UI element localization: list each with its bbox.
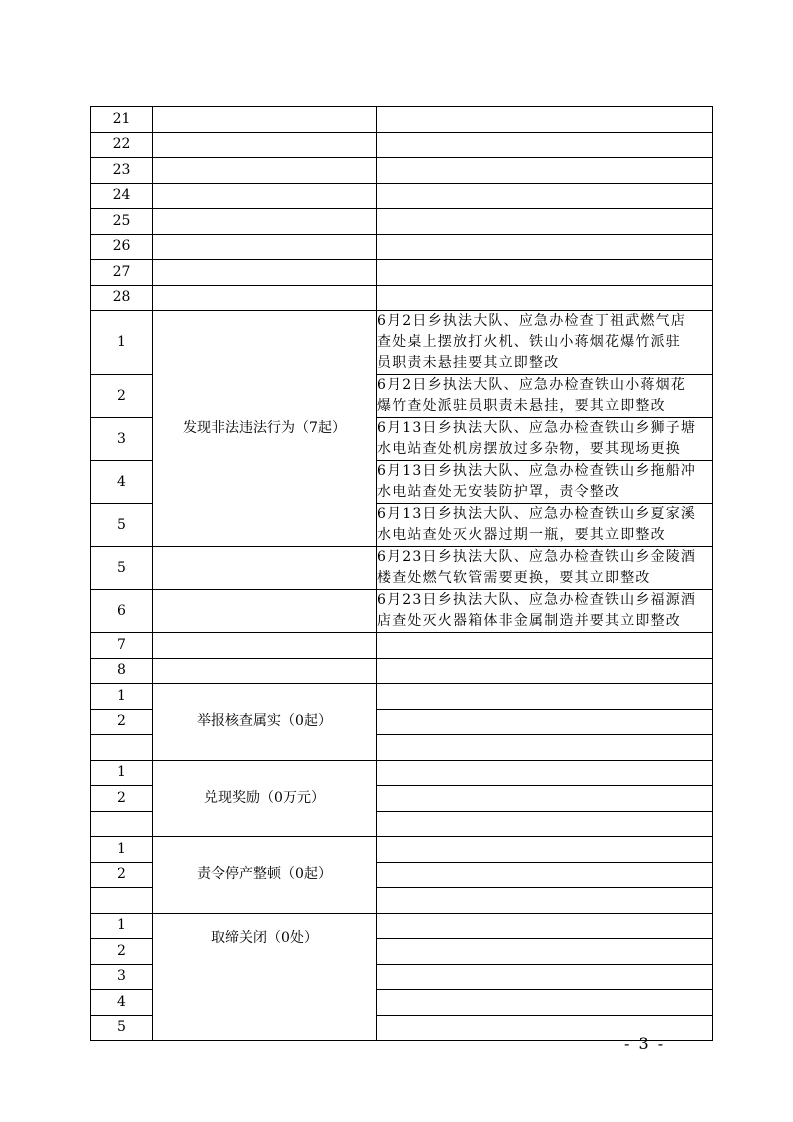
table-row [91, 260, 713, 286]
row-description [377, 311, 713, 375]
row-description [377, 939, 713, 965]
table-row [91, 158, 713, 184]
row-number: 22 [91, 132, 153, 158]
table-row [91, 209, 713, 235]
row-number: 8 [91, 658, 153, 684]
table-row [91, 590, 713, 633]
row-number [91, 735, 153, 761]
description-line: 水电站查处机房摆放过多杂物，要其现场更换 [377, 441, 681, 457]
category-cell [153, 633, 377, 659]
row-number: 2 [91, 786, 153, 812]
row-description [377, 709, 713, 735]
table-row [91, 132, 713, 158]
description-line: 6月13日乡执法大队、应急办检查铁山乡狮子塘 [377, 420, 697, 436]
category-cell: 责令停产整顿（0起） [153, 837, 377, 914]
row-description [377, 964, 713, 990]
row-number: 2 [91, 709, 153, 735]
description-line: 6月2日乡执法大队、应急办检查铁山小蒋烟花 [377, 377, 687, 393]
row-number: 1 [91, 913, 153, 939]
category-cell [153, 285, 377, 311]
row-number: 26 [91, 234, 153, 260]
table-row [91, 684, 713, 710]
description-line: 6月2日乡执法大队、应急办检查丁祖武燃气店 [377, 313, 687, 329]
table-row [91, 760, 713, 786]
row-description [377, 735, 713, 761]
category-cell [153, 183, 377, 209]
row-description [377, 837, 713, 863]
page-number: - 3 - [624, 1034, 666, 1053]
table-row [91, 285, 713, 311]
row-description [377, 811, 713, 837]
row-number: 28 [91, 285, 153, 311]
row-description [377, 590, 713, 633]
category-cell: 兑现奖励（0万元） [153, 760, 377, 837]
row-number: 4 [91, 461, 153, 504]
description-line: 员职责未悬挂要其立即整改 [377, 355, 560, 371]
row-number: 6 [91, 590, 153, 633]
row-number [91, 888, 153, 914]
description-line: 6月13日乡执法大队、应急办检查铁山乡夏家溪 [377, 506, 697, 522]
table-row [91, 107, 713, 133]
category-cell [153, 590, 377, 633]
table-row [91, 658, 713, 684]
description-line: 6月13日乡执法大队、应急办检查铁山乡拖船冲 [377, 463, 697, 479]
row-description [377, 786, 713, 812]
row-description [377, 209, 713, 235]
row-number: 3 [91, 964, 153, 990]
table-row [91, 913, 713, 939]
row-description [377, 260, 713, 286]
table-row [91, 234, 713, 260]
table-row [91, 311, 713, 375]
row-description [377, 107, 713, 133]
row-number: 21 [91, 107, 153, 133]
row-description [377, 633, 713, 659]
category-cell [153, 658, 377, 684]
row-number: 5 [91, 547, 153, 590]
row-description [377, 913, 713, 939]
category-cell [153, 107, 377, 133]
row-number [91, 811, 153, 837]
description-line: 6月23日乡执法大队、应急办检查铁山乡福源酒 [377, 592, 697, 608]
row-description [377, 888, 713, 914]
row-number: 2 [91, 375, 153, 418]
category-cell [153, 132, 377, 158]
row-number: 27 [91, 260, 153, 286]
description-line: 爆竹查处派驻员职责未悬挂，要其立即整改 [377, 398, 666, 414]
table-row [91, 837, 713, 863]
row-description [377, 158, 713, 184]
row-number: 3 [91, 418, 153, 461]
row-description [377, 461, 713, 504]
row-description [377, 684, 713, 710]
category-cell: 取缔关闭（0处） [153, 913, 377, 1041]
description-line: 店查处灭火器箱体非金属制造并要其立即整改 [377, 613, 681, 629]
row-description [377, 132, 713, 158]
row-description [377, 760, 713, 786]
row-number: 2 [91, 939, 153, 965]
row-number: 1 [91, 684, 153, 710]
row-description [377, 862, 713, 888]
row-description [377, 183, 713, 209]
inspection-table [90, 106, 713, 1041]
row-description [377, 418, 713, 461]
table-row [91, 183, 713, 209]
row-number: 7 [91, 633, 153, 659]
category-cell [153, 234, 377, 260]
row-description [377, 285, 713, 311]
table-row [91, 633, 713, 659]
row-number: 4 [91, 990, 153, 1016]
row-description [377, 504, 713, 547]
row-number: 5 [91, 504, 153, 547]
category-cell [153, 547, 377, 590]
row-description [377, 234, 713, 260]
row-description [377, 990, 713, 1016]
row-number: 2 [91, 862, 153, 888]
table-row [91, 547, 713, 590]
category-cell: 举报核查属实（0起） [153, 684, 377, 761]
row-description [377, 375, 713, 418]
description-line: 查处桌上摆放打火机、铁山小蒋烟花爆竹派驻 [377, 334, 681, 350]
category-cell [153, 209, 377, 235]
category-cell: 发现非法违法行为（7起） [153, 311, 377, 547]
row-number: 1 [91, 760, 153, 786]
row-description [377, 658, 713, 684]
category-cell [153, 260, 377, 286]
row-number: 24 [91, 183, 153, 209]
row-number: 1 [91, 311, 153, 375]
row-number: 25 [91, 209, 153, 235]
row-description [377, 547, 713, 590]
row-number: 5 [91, 1015, 153, 1041]
description-line: 水电站查处无安装防护罩，责令整改 [377, 484, 621, 500]
description-line: 水电站查处灭火器过期一瓶，要其立即整改 [377, 527, 666, 543]
row-number: 1 [91, 837, 153, 863]
category-cell [153, 158, 377, 184]
row-number: 23 [91, 158, 153, 184]
description-line: 楼查处燃气软管需要更换，要其立即整改 [377, 570, 651, 586]
description-line: 6月23日乡执法大队、应急办检查铁山乡金陵酒 [377, 549, 697, 565]
